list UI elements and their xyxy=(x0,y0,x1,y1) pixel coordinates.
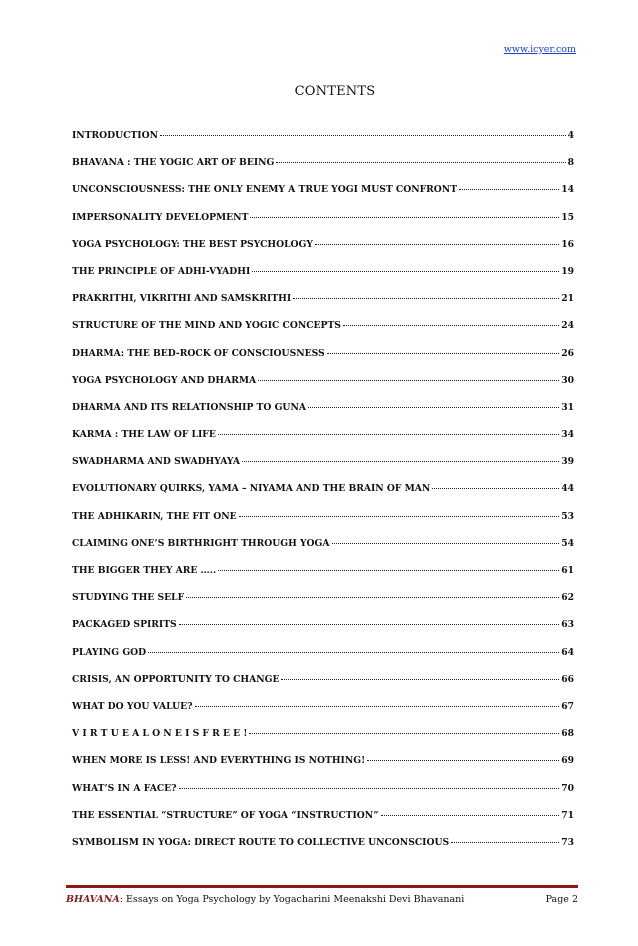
footer-subtitle: : Essays on Yoga Psychology by Yogacharini Meenakshi Devi Bhavanani xyxy=(119,894,465,905)
toc-entry[interactable] xyxy=(72,511,574,538)
toc-entry-title: CLAIMING ONE’S BIRTHRIGHT THROUGH YOGA xyxy=(72,537,330,549)
toc-entry[interactable] xyxy=(72,184,574,211)
toc-entry-title: UNCONSCIOUSNESS: THE ONLY ENEMY A TRUE YOGI MUST CONFRONT xyxy=(72,184,458,196)
footer-title xyxy=(66,894,464,905)
toc-leader-dots xyxy=(239,516,560,517)
toc-entry[interactable] xyxy=(72,647,574,674)
toc-entry-title: THE PRINCIPLE OF ADHI-VYADHI xyxy=(72,265,251,277)
toc-entry-page: 54 xyxy=(561,537,574,549)
toc-leader-dots xyxy=(148,652,559,653)
toc-entry-page: 73 xyxy=(561,836,574,848)
toc-leader-dots xyxy=(343,325,559,326)
toc-entry-page: 67 xyxy=(561,700,574,712)
toc-entry-title: KARMA : THE LAW OF LIFE xyxy=(72,429,216,441)
toc-entry[interactable] xyxy=(72,728,574,755)
toc-leader-dots xyxy=(332,543,560,544)
toc-leader-dots xyxy=(249,733,559,734)
toc-entry[interactable] xyxy=(72,402,574,429)
toc-entry-page: 16 xyxy=(561,238,574,250)
toc-entry-page: 4 xyxy=(567,130,574,141)
toc-leader-dots xyxy=(381,815,560,816)
toc-leader-dots xyxy=(367,760,559,761)
toc-entry[interactable] xyxy=(72,674,574,701)
toc-leader-dots xyxy=(258,380,559,381)
toc-entry[interactable] xyxy=(72,130,574,157)
toc-leader-dots xyxy=(218,434,559,435)
toc-entry-title: DHARMA AND ITS RELATIONSHIP TO GUNA xyxy=(72,401,306,413)
toc-entry-page: 19 xyxy=(561,265,574,277)
toc-entry-page: 21 xyxy=(561,293,574,305)
toc-leader-dots xyxy=(179,624,560,625)
toc-leader-dots xyxy=(218,570,559,571)
toc-entry[interactable] xyxy=(72,293,574,320)
toc-entry-title: V I R T U E A L O N E I S F R E E ! xyxy=(72,728,248,740)
toc-entry-page: 30 xyxy=(561,374,574,386)
toc-leader-dots xyxy=(250,217,559,218)
toc-entry-page: 39 xyxy=(561,456,574,468)
toc-leader-dots xyxy=(459,189,559,190)
toc-entry-title: YOGA PSYCHOLOGY: THE BEST PSYCHOLOGY xyxy=(72,238,313,250)
toc-leader-dots xyxy=(451,842,559,843)
toc-leader-dots xyxy=(195,706,560,707)
toc-entry-title: STUDYING THE SELF xyxy=(72,592,185,604)
toc-leader-dots xyxy=(276,162,565,163)
toc-entry[interactable] xyxy=(72,375,574,402)
toc-entry[interactable] xyxy=(72,212,574,239)
toc-entry-page: 61 xyxy=(561,565,574,576)
toc-entry-title: SYMBOLISM IN YOGA: DIRECT ROUTE TO COLLECTIVE UNCONSCIOUS xyxy=(72,836,450,848)
toc-entry-page: 15 xyxy=(561,211,574,223)
toc-entry-page: 69 xyxy=(561,755,574,767)
toc-entry-page: 26 xyxy=(561,347,574,359)
page-number: Page 2 xyxy=(545,894,578,905)
toc-leader-dots xyxy=(315,244,559,245)
toc-entry[interactable] xyxy=(72,456,574,483)
toc-entry[interactable] xyxy=(72,538,574,565)
toc-entry-title: PACKAGED SPIRITS xyxy=(72,619,177,631)
toc-entry[interactable] xyxy=(72,429,574,456)
footer-book-title: BHAVANA xyxy=(66,894,120,905)
footer xyxy=(66,885,578,905)
toc-entry-title: IMPERSONALITY DEVELOPMENT xyxy=(72,211,249,223)
toc-entry[interactable] xyxy=(72,266,574,293)
page-title: CONTENTS xyxy=(294,84,376,99)
toc-entry-page: 70 xyxy=(561,782,574,794)
toc-entry-title: THE ADHIKARIN, THE FIT ONE xyxy=(72,510,237,522)
toc-entry-title: YOGA PSYCHOLOGY AND DHARMA xyxy=(72,374,257,386)
toc-entry-page: 66 xyxy=(561,673,574,685)
toc-entry[interactable] xyxy=(72,565,574,592)
toc-entry[interactable] xyxy=(72,592,574,619)
toc-entry[interactable] xyxy=(72,810,574,837)
toc-entry-page: 53 xyxy=(561,510,574,522)
toc-entry-title: EVOLUTIONARY QUIRKS, YAMA – NIYAMA AND THE BRAIN OF MAN xyxy=(72,483,431,495)
toc-entry[interactable] xyxy=(72,239,574,266)
toc-entry[interactable] xyxy=(72,320,574,347)
toc-entry-page: 63 xyxy=(561,619,574,631)
toc-entry-title: THE ESSENTIAL “STRUCTURE” OF YOGA “INSTRUCTION” xyxy=(72,809,379,821)
toc-entry-title: PRAKRITHI, VIKRITHI AND SAMSKRITHI xyxy=(72,293,292,305)
toc-entry[interactable] xyxy=(72,837,574,864)
toc-entry-title: WHAT’S IN A FACE? xyxy=(72,782,177,794)
toc-leader-dots xyxy=(160,135,566,136)
website-link[interactable]: www.icyer.com xyxy=(503,44,576,55)
toc-entry-title: STRUCTURE OF THE MIND AND YOGIC CONCEPTS xyxy=(72,320,341,332)
toc-entry-title: WHAT DO YOU VALUE? xyxy=(72,700,193,712)
toc-leader-dots xyxy=(186,597,559,598)
toc-leader-dots xyxy=(293,298,559,299)
toc-leader-dots xyxy=(179,788,560,789)
toc-entry-title: SWADHARMA AND SWADHYAYA xyxy=(72,456,240,468)
toc-entry-page: 24 xyxy=(561,320,574,332)
toc-entry-title: CRISIS, AN OPPORTUNITY TO CHANGE xyxy=(72,673,280,685)
toc-leader-dots xyxy=(252,271,559,272)
toc-entry-page: 44 xyxy=(561,483,574,495)
toc-entry-page: 68 xyxy=(561,728,574,740)
toc-entry-page: 14 xyxy=(561,184,574,196)
toc-entry[interactable] xyxy=(72,783,574,810)
toc-entry-page: 31 xyxy=(561,401,574,413)
toc-leader-dots xyxy=(242,461,559,462)
toc-entry-page: 71 xyxy=(561,809,574,821)
toc-leader-dots xyxy=(281,679,559,680)
toc-entry-title: BHAVANA : THE YOGIC ART OF BEING xyxy=(72,157,275,169)
toc-entry-title: DHARMA: THE BED-ROCK OF CONSCIOUSNESS xyxy=(72,347,325,359)
toc-leader-dots xyxy=(327,353,560,354)
toc-entry[interactable] xyxy=(72,701,574,728)
toc-entry-title: PLAYING GOD xyxy=(72,646,147,658)
toc-leader-dots xyxy=(308,407,559,408)
toc-entry[interactable] xyxy=(72,157,574,184)
toc-entry[interactable] xyxy=(72,348,574,375)
toc-entry[interactable] xyxy=(72,483,574,510)
toc-entry[interactable] xyxy=(72,619,574,646)
toc-entry[interactable] xyxy=(72,755,574,782)
toc-entry-page: 34 xyxy=(561,429,574,441)
toc-entry-page: 62 xyxy=(561,592,574,604)
toc-entry-page: 64 xyxy=(561,646,574,658)
table-of-contents xyxy=(72,130,574,864)
toc-leader-dots xyxy=(432,488,559,489)
toc-entry-title: INTRODUCTION xyxy=(72,130,158,141)
toc-entry-title: THE BIGGER THEY ARE ….. xyxy=(72,565,217,576)
toc-entry-page: 8 xyxy=(567,157,574,169)
toc-entry-title: WHEN MORE IS LESS! AND EVERYTHING IS NOTHING! xyxy=(72,755,366,767)
